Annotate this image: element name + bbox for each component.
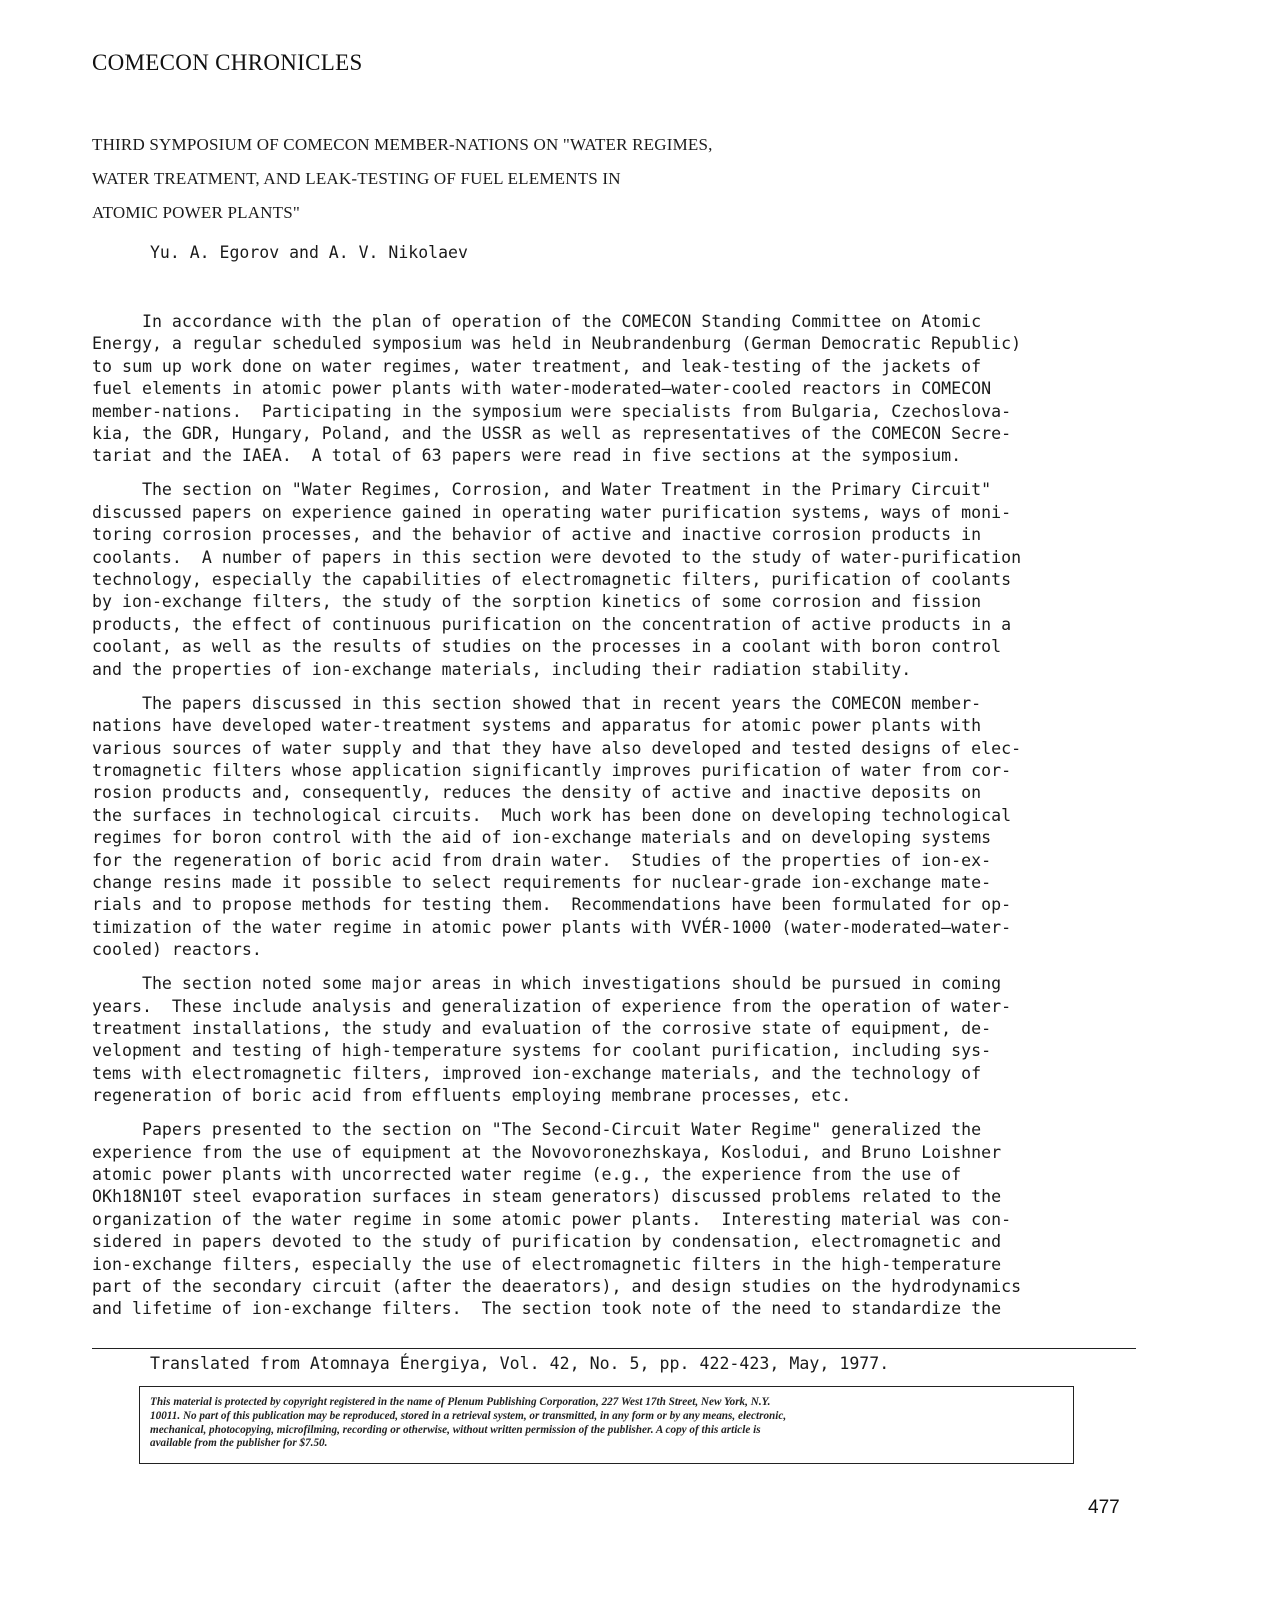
translation-note: Translated from Atomnaya Énergiya, Vol. 42, No. 5, pp. 422-423, May, 1977.: [150, 1354, 890, 1373]
paragraph-line: The papers discussed in this section showed that in recent years the COMECON member-: [92, 693, 982, 713]
paragraph-line: nations have developed water-treatment systems and apparatus for atomic power plants with: [92, 716, 982, 736]
paragraph-line: regimes for boron control with the aid of ion-exchange materials and on developing systems: [92, 828, 992, 848]
paragraph: [92, 1119, 1147, 1321]
paragraph: [92, 973, 1147, 1107]
paragraph-line: discussed papers on experience gained in operating water purification systems, ways of moni-: [92, 502, 1012, 522]
paragraph-line: tems with electromagnetic filters, improved ion-exchange materials, and the technology of: [92, 1063, 982, 1083]
copyright-line: This material is protected by copyright registered in the name of Plenum Publishing Corporation, 227 West 17th Street, New York, N.Y.: [150, 1396, 771, 1408]
paragraph-line: tromagnetic filters whose application significantly improves purification of water from cor-: [92, 760, 1012, 780]
paragraph-line: regeneration of boric acid from effluents employing membrane processes, etc.: [92, 1086, 852, 1106]
paragraph-line: tariat and the IAEA. A total of 63 papers were read in five sections at the symposium.: [92, 446, 962, 466]
paragraph-line: to sum up work done on water regimes, water treatment, and leak-testing of the jackets of: [92, 356, 982, 376]
paragraph: [92, 693, 1147, 962]
paragraph-line: ion-exchange filters, especially the use of electromagnetic filters in the high-temperature: [92, 1254, 1002, 1274]
paragraph-line: treatment installations, the study and evaluation of the corrosive state of equipment, de-: [92, 1018, 992, 1038]
footnote-divider: [92, 1348, 1136, 1349]
paragraph-line: rials and to propose methods for testing them. Recommendations have been formulated for op-: [92, 895, 1012, 915]
title-line: ATOMIC POWER PLANTS": [92, 203, 301, 222]
paragraph-line: coolants. A number of papers in this section were devoted to the study of water-purification: [92, 547, 1022, 567]
paragraph-line: timization of the water regime in atomic power plants with VVÉR-1000 (water-moderated—water-: [92, 917, 1012, 937]
paragraph-line: for the regeneration of boric acid from drain water. Studies of the properties of ion-ex-: [92, 850, 992, 870]
paragraph: [92, 479, 1147, 681]
copyright-line: 10011. No part of this publication may be reproduced, stored in a retrieval system, or transmitted, in any form or by any means, electronic,: [150, 1409, 787, 1422]
paragraph-line: OKh18N10T steel evaporation surfaces in steam generators) discussed problems related to the: [92, 1187, 1002, 1207]
article-title: [92, 128, 1092, 230]
paragraph-line: the surfaces in technological circuits. Much work has been done on developing technological: [92, 805, 1012, 825]
section-header: COMECON CHRONICLES: [92, 50, 363, 75]
paragraph-line: Energy, a regular scheduled symposium was held in Neubrandenburg (German Democratic Republic): [92, 334, 1022, 354]
paragraph-line: The section on "Water Regimes, Corrosion, and Water Treatment in the Primary Circuit": [92, 480, 992, 500]
page-number: 477: [1088, 1497, 1120, 1518]
paragraph-line: organization of the water regime in some atomic power plants. Interesting material was con-: [92, 1209, 1012, 1229]
paragraph-line: atomic power plants with uncorrected water regime (e.g., the experience from the use of: [92, 1165, 962, 1184]
paragraph-line: The section noted some major areas in which investigations should be pursued in coming: [92, 974, 1002, 994]
article-body: [92, 311, 1147, 1332]
title-line: WATER TREATMENT, AND LEAK-TESTING OF FUEL ELEMENTS IN: [92, 169, 621, 188]
paragraph-line: kia, the GDR, Hungary, Poland, and the USSR as well as representatives of the COMECON Secre-: [92, 424, 1012, 444]
paragraph: [92, 311, 1147, 468]
authors: Yu. A. Egorov and A. V. Nikolaev: [150, 243, 468, 262]
paragraph-line: In accordance with the plan of operation of the COMECON Standing Committee on Atomic: [92, 312, 982, 331]
paragraph-line: part of the secondary circuit (after the deaerators), and design studies on the hydrodynamics: [92, 1277, 1022, 1297]
copyright-notice-box: [139, 1386, 1074, 1464]
paragraph-line: experience from the use of equipment at the Novovoronezhskaya, Koslodui, and Bruno Loishner: [92, 1142, 1002, 1162]
paragraph-line: products, the effect of continuous purification on the concentration of active products in a: [92, 614, 1012, 634]
paragraph-line: Papers presented to the section on "The Second-Circuit Water Regime" generalized the: [92, 1120, 982, 1140]
paragraph-line: toring corrosion processes, and the behavior of active and inactive corrosion products in: [92, 525, 982, 545]
paragraph-line: by ion-exchange filters, the study of the sorption kinetics of some corrosion and fission: [92, 592, 982, 612]
copyright-line: available from the publisher for $7.50.: [150, 1437, 328, 1450]
copyright-line: mechanical, photocopying, microfilming, recording or otherwise, without written permission of the publisher. A copy of this article is: [150, 1423, 761, 1436]
paragraph-line: sidered in papers devoted to the study of purification by condensation, electromagnetic and: [92, 1232, 1002, 1252]
paragraph-line: and the properties of ion-exchange materials, including their radiation stability.: [92, 659, 912, 679]
paragraph-line: various sources of water supply and that they have also developed and tested designs of elec-: [92, 738, 1022, 758]
paragraph-line: rosion products and, consequently, reduces the density of active and inactive deposits on: [92, 783, 982, 803]
paragraph-line: change resins made it possible to select requirements for nuclear-grade ion-exchange mate-: [92, 872, 992, 892]
paragraph-line: coolant, as well as the results of studies on the processes in a coolant with boron control: [92, 637, 1002, 657]
paragraph-line: member-nations. Participating in the symposium were specialists from Bulgaria, Czechoslova-: [92, 401, 1012, 421]
paragraph-line: years. These include analysis and generalization of experience from the operation of water-: [92, 996, 1012, 1016]
title-line: THIRD SYMPOSIUM OF COMECON MEMBER-NATIONS ON "WATER REGIMES,: [92, 135, 713, 154]
paragraph-line: fuel elements in atomic power plants with water-moderated—water-cooled reactors in COMECON: [92, 379, 992, 399]
paragraph-line: velopment and testing of high-temperature systems for coolant purification, including sys-: [92, 1041, 992, 1061]
paragraph-line: technology, especially the capabilities of electromagnetic filters, purification of coolants: [92, 570, 1012, 590]
paragraph-line: and lifetime of ion-exchange filters. The section took note of the need to standardize the: [92, 1299, 1002, 1319]
paragraph-line: cooled) reactors.: [92, 940, 262, 960]
